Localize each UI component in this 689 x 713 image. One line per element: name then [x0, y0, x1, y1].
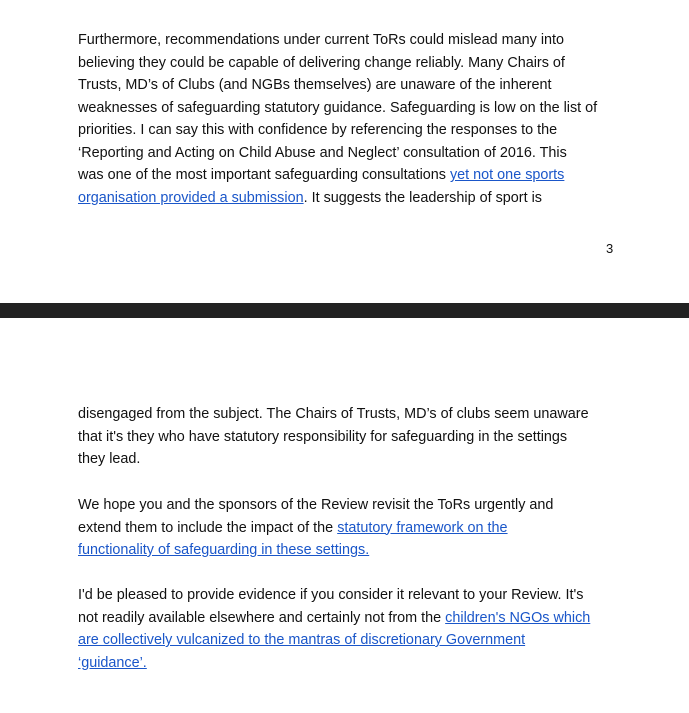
link-no-sports-submission-continued[interactable]: organisation provided a submission [78, 189, 304, 206]
text-line [78, 539, 623, 562]
text-line [78, 652, 623, 675]
page-number: 3 [606, 241, 614, 256]
link-childrens-ngos-end[interactable]: ‘guidance’. [78, 654, 147, 671]
paragraph-revisit-tors [78, 494, 623, 562]
text-line: disengaged from the subject. The Chairs of Trusts, MD’s of clubs seem unaware [78, 406, 589, 422]
link-statutory-framework-continued[interactable]: functionality of safeguarding in these settings. [78, 542, 370, 558]
paragraph-disengaged [78, 403, 623, 471]
text-line [78, 164, 623, 187]
link-statutory-framework[interactable]: statutory framework on the [337, 519, 508, 536]
text-line: We hope you and the sponsors of the Review revisit the ToRs urgently and [78, 497, 554, 513]
document-page-3 [0, 0, 689, 303]
text-segment: was one of the most important safeguarding consultations [78, 167, 450, 183]
link-childrens-ngos-continued[interactable]: are collectively vulcanized to the mantras of discretionary Government [78, 632, 526, 648]
text-line [78, 187, 623, 210]
text-line: Trusts, MD’s of Clubs (and NGBs themselves) are unaware of the inherent [78, 77, 552, 93]
paragraph-furthermore [78, 29, 623, 209]
text-line [78, 517, 623, 540]
text-line: ‘Reporting and Acting on Child Abuse and Neglect’ consultation of 2016. This [78, 144, 567, 161]
text-line: weaknesses of safeguarding statutory guidance. Safeguarding is low on the list of [78, 99, 598, 116]
link-no-sports-submission[interactable]: yet not one sports [449, 167, 565, 183]
text-line: believing they could be capable of delivering change reliably. Many Chairs of [78, 54, 565, 71]
page-separator [0, 303, 689, 318]
document-page-4 [0, 318, 689, 713]
text-segment: not readily available elsewhere and certainly not from the [78, 609, 446, 626]
text-line [78, 607, 623, 630]
text-line [78, 629, 623, 652]
text-segment: . It suggests the leadership of sport is [303, 189, 542, 206]
text-line: that it's they who have statutory responsibility for safeguarding in the settings [78, 428, 568, 445]
text-line: Furthermore, recommendations under current ToRs could mislead many into [78, 32, 565, 48]
text-line: I'd be pleased to provide evidence if you consider it relevant to your Review. It's [78, 587, 584, 603]
link-childrens-ngos[interactable]: children's NGOs which [445, 609, 591, 626]
text-line: they lead. [78, 451, 141, 467]
paragraph-provide-evidence [78, 584, 623, 674]
text-line: priorities. I can say this with confidence by referencing the responses to the [78, 122, 558, 138]
text-segment: extend them to include the impact of the [78, 519, 338, 536]
